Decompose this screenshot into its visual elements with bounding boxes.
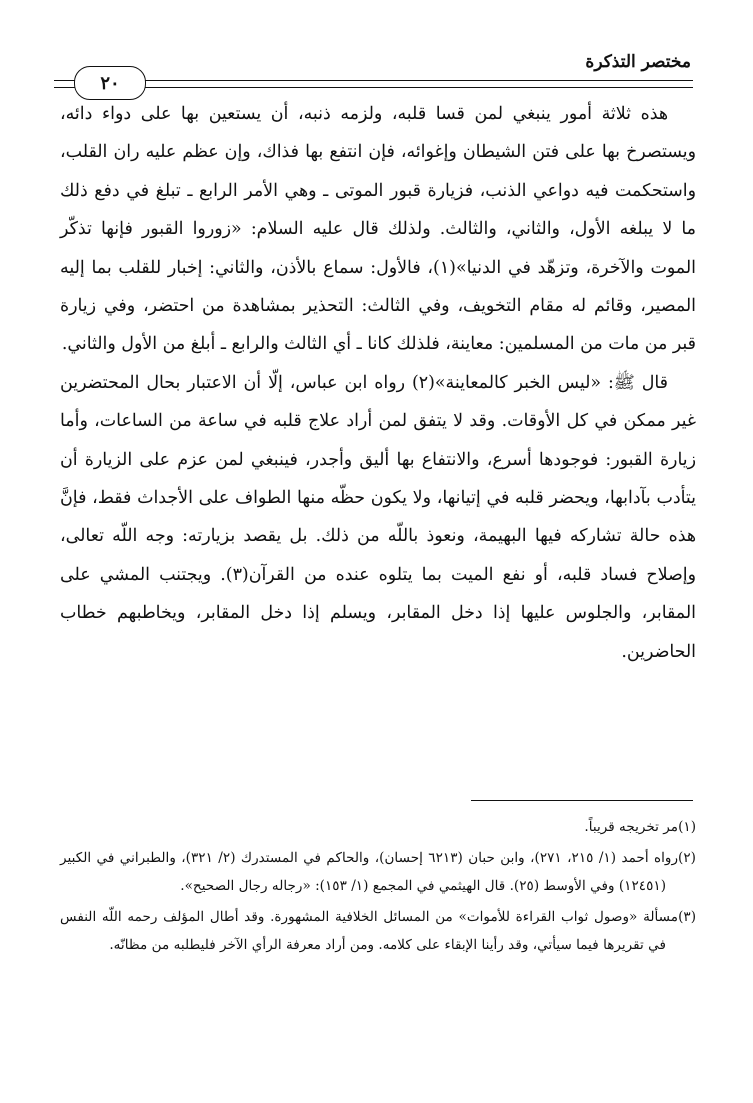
page-number: ٢٠ <box>74 66 146 100</box>
footnote <box>60 844 696 900</box>
footnote <box>60 813 696 841</box>
footnote-number: (١) <box>678 819 696 835</box>
footnote-text: مر تخريجه قريباً. <box>584 819 679 835</box>
paragraph: قال ﷺ: «ليس الخبر كالمعاينة»(٢) رواه ابن عباس، إلّا أن الاعتبار بحال المحتضرين غير ممكن في كل الأوقات. وقد لا يتفق لمن أراد علاج قلبه في ساعة من الساعات، وأما زيارة القبور: فوجودها أسرع، والانتفاع بها أليق وأجدر، فينبغي لمن عزم على الزيارة أن يتأدب بآدابها، ويحضر قلبه في إتيانها، ولا يكون حظّه منها الطواف على الأجداث فقط، فإنَّ هذه حالة تشاركه فيها البهيمة، ونعوذ باللّه من ذلك. بل يقصد بزيارته: وجه اللّه تعالى، وإصلاح فساد قلبه، أو نفع الميت بما يتلوه عنده من القرآن(٣). ويجتنب المشي على المقابر، والجلوس عليها إذا دخل المقابر، ويسلم إذا دخل المقابر، ويخاطبهم خطاب الحاضرين. <box>60 372 696 662</box>
main-text <box>60 95 696 671</box>
footnote-text: مسألة «وصول ثواب القراءة للأموات» من المسائل الخلافية المشهورة. وقد أطال المؤلف رحمه اللّه النفس في تقريرها فيما سيأتي، وقد رأينا الإبقاء على كلامه. ومن أراد معرفة الرأي الآخر فليطلبه من مظانّه. <box>60 909 679 953</box>
footnote-number: (٢) <box>678 850 696 866</box>
footnote-separator <box>471 800 693 801</box>
footnote <box>60 903 696 959</box>
header-rule <box>92 80 693 88</box>
paragraph: هذه ثلاثة أمور ينبغي لمن قسا قلبه، ولزمه ذنبه، أن يستعين بها على دواء دائه، ويستصرخ بها على فتن الشيطان وإغوائه، فإن انتفع بها فذاك، وإن عظم عليه ران القلب، واستحكمت فيه دواعي الذنب، فزيارة قبور الموتى ـ وهي الأمر الرابع ـ تبلغ في دفع ذلك ما لا يبلغه الأول، والثاني، والثالث. ولذلك قال عليه السلام: «زوروا القبور فإنها تذكّر الموت والآخرة، وتزهّد في الدنيا»(١)، فالأول: سماع بالأذن، والثاني: إخبار للقلب بما إليه المصير، وقائم له مقام التخويف، وفي الثالث: التحذير بمشاهدة من احتضر، وفي زيارة قبر من مات من المسلمين: معاينة، فلذلك كانا ـ أي الثالث والرابع ـ أبلغ من الأول والثاني. <box>60 104 696 355</box>
header-rule-end <box>54 80 76 88</box>
running-header-title: مختصر التذكرة <box>585 52 691 72</box>
footnotes <box>60 813 696 962</box>
footnote-text: رواه أحمد (١/ ٢١٥، ٢٧١)، وابن حبان (٦٢١٣ إحسان)، والحاكم في المستدرك (٢/ ٣٢١)، والطبراني في الكبير (١٢٤٥١) وفي الأوسط (٢٥). قال الهيثمي في المجمع (١/ ١٥٣): «رجاله رجال الصحيح». <box>60 850 679 894</box>
footnote-number: (٣) <box>678 909 696 925</box>
